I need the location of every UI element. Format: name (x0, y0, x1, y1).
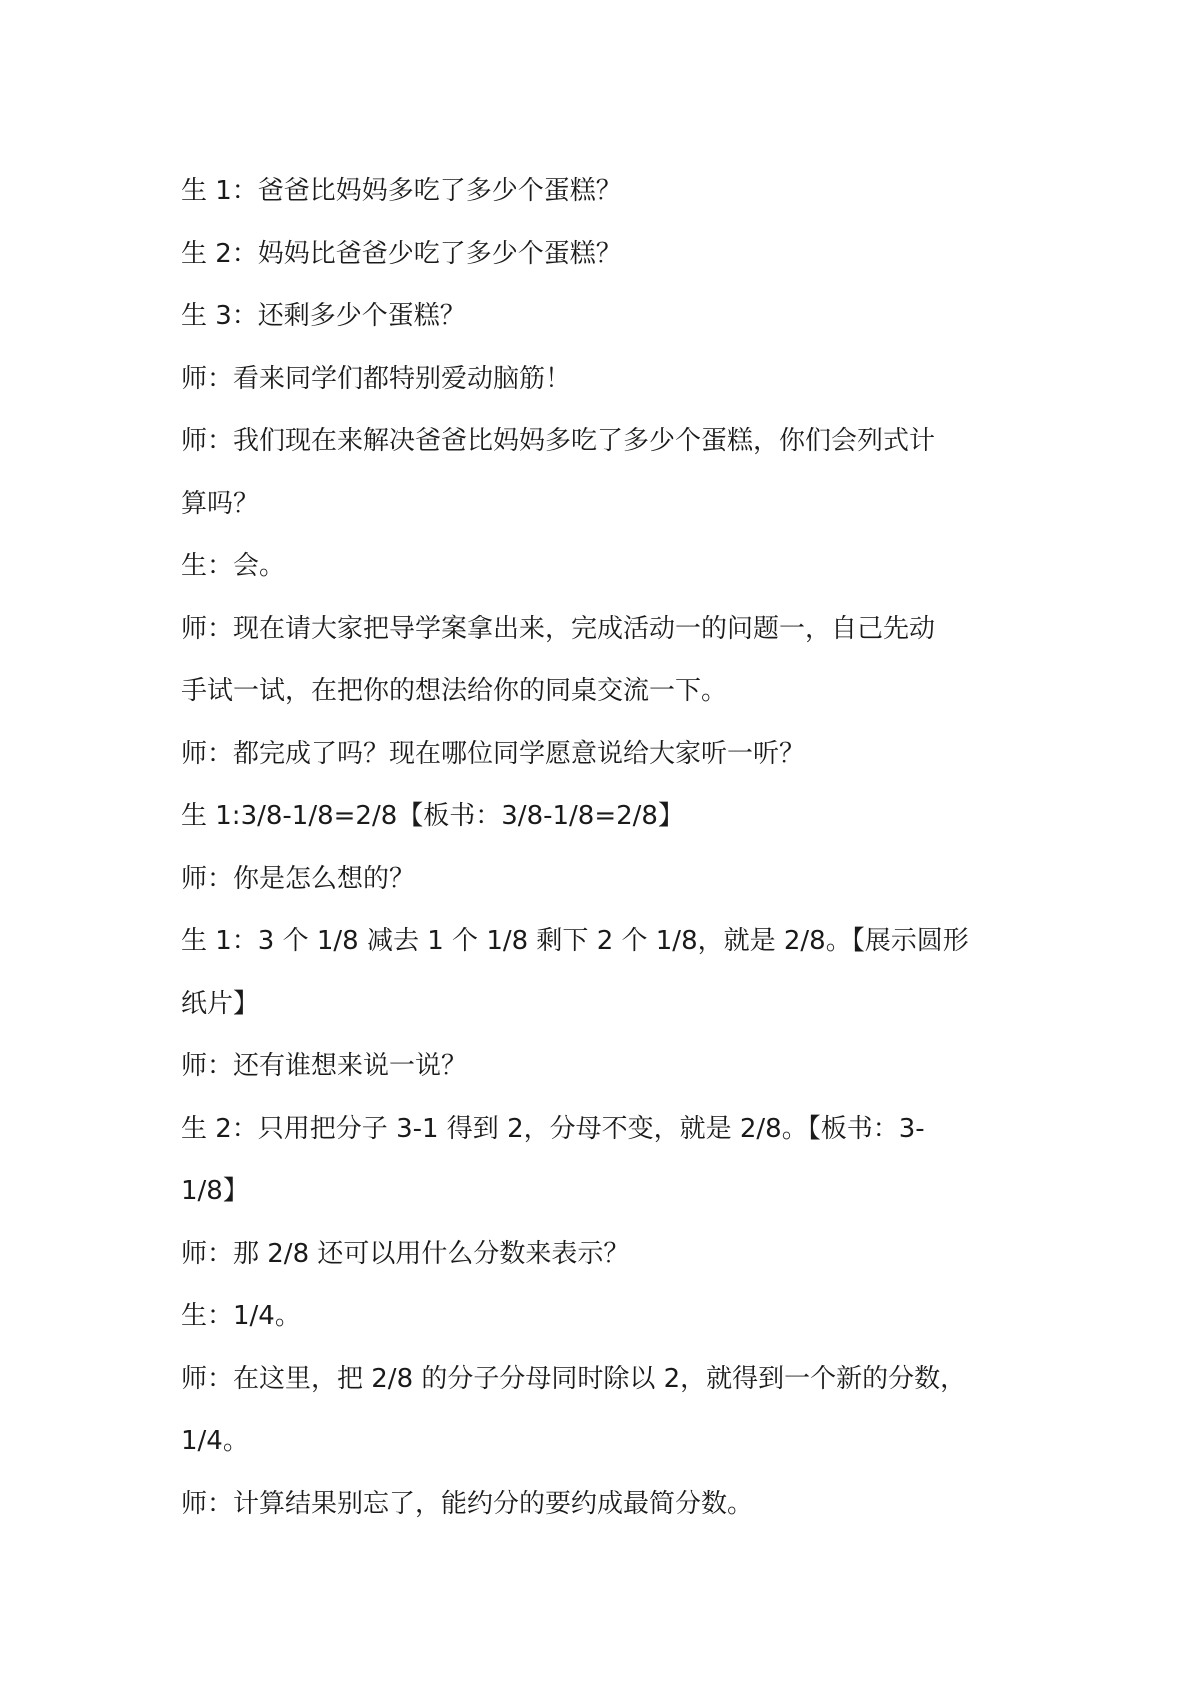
text-line: 生：会。 (181, 551, 286, 581)
text-line: 生 1：3 个 1/8 减去 1 个 1/8 剩下 2 个 1/8，就是 2/8。【展示圆形 (181, 926, 969, 956)
text-line: 师：还有谁想来说一说？ (181, 1051, 468, 1081)
text-line: 师：在这里，把 2/8 的分子分母同时除以 2，就得到一个新的分数， (181, 1363, 967, 1394)
text-line: 生 1:3/8-1/8=2/8【板书：3/8-1/8=2/8】 (181, 801, 684, 831)
text-line: 生 2：妈妈比爸爸少吃了多少个蛋糕？ (181, 238, 622, 269)
text-line: 师：现在请大家把导学案拿出来，完成活动一的问题一，自己先动 (181, 613, 936, 644)
text-line: 手试一试，在把你的想法给你的同桌交流一下。 (181, 676, 728, 706)
text-line: 师：计算结果别忘了，能约分的要约成最简分数。 (181, 1488, 754, 1519)
text-line: 1/8】 (181, 1176, 249, 1206)
text-line: 师：看来同学们都特别爱动脑筋！ (181, 363, 572, 394)
text-line: 师：那 2/8 还可以用什么分数来表示？ (181, 1238, 630, 1269)
text-line: 纸片】 (181, 988, 260, 1019)
text-line: 生：1/4。 (181, 1301, 301, 1331)
text-line: 生 3：还剩多少个蛋糕？ (181, 301, 466, 331)
text-line: 生 1：爸爸比妈妈多吃了多少个蛋糕？ (181, 176, 622, 206)
text-line: 师：都完成了吗？现在哪位同学愿意说给大家听一听？ (181, 738, 806, 769)
text-line: 1/4。 (181, 1426, 249, 1456)
text-line: 算吗？ (181, 488, 260, 519)
text-line: 师：我们现在来解决爸爸比妈妈多吃了多少个蛋糕，你们会列式计 (181, 426, 936, 456)
text-line: 生 2：只用把分子 3-1 得到 2，分母不变，就是 2/8。【板书：3- (181, 1113, 925, 1144)
document-body (181, 160, 1041, 1535)
text-line: 师：你是怎么想的？ (181, 863, 416, 894)
